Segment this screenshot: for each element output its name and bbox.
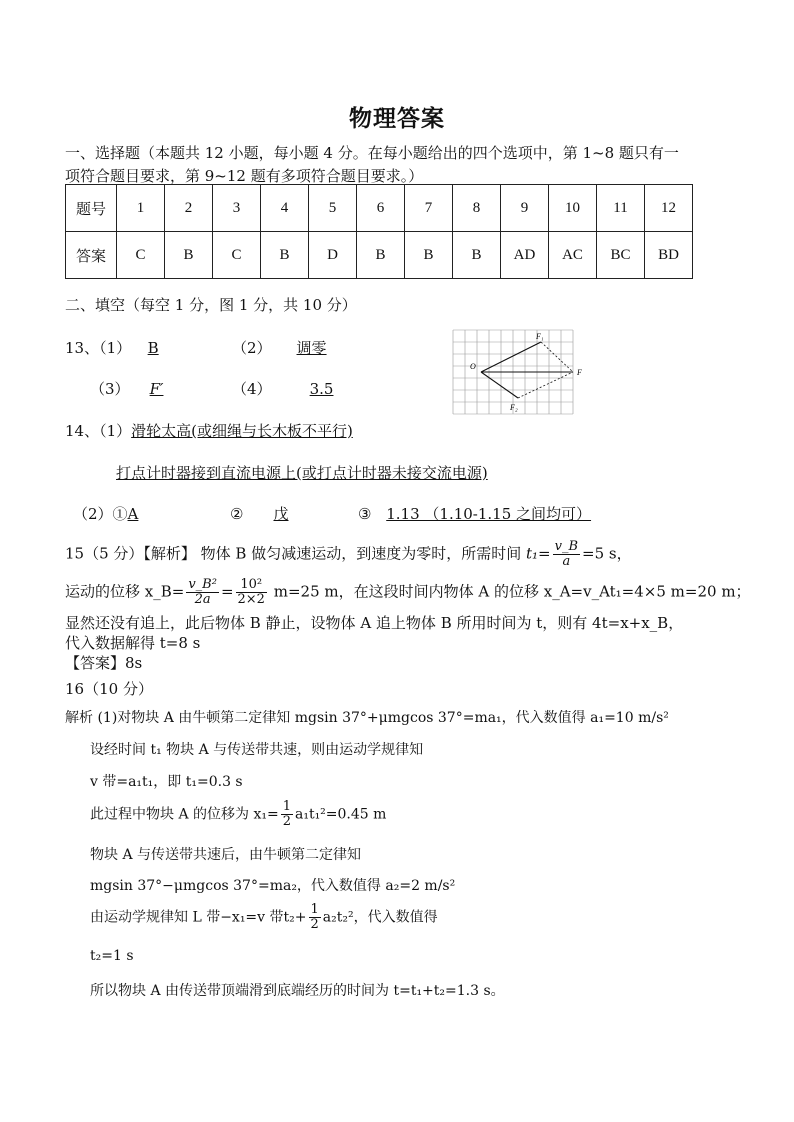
q15-t1-fraction (553, 540, 580, 569)
q15-line2-lead: 运动的位移 x_B= (65, 582, 185, 601)
q16-line3: v 带=a₁t₁，即 t₁=0.3 s (90, 774, 243, 790)
table-cell: B (165, 232, 213, 279)
table-cell: B (453, 232, 501, 279)
q13-line1 (65, 337, 175, 358)
table-cell: 8 (453, 185, 501, 232)
q16-line5: 物块 A 与传送带共速后，由牛顿第二定律知 (90, 847, 362, 863)
q15-line3: 显然还没有追上，此后物体 B 静止，设物体 A 追上物体 B 所用时间为 t，则有 4t=x+x_B， (65, 614, 684, 632)
q16-line7 (90, 903, 438, 932)
q13-prefix-2: （2） (232, 339, 272, 357)
section1-line1: 一、选择题（本题共 12 小题，每小题 4 分。在每小题给出的四个选项中，第 1~8 题只有一 (65, 144, 679, 162)
q15-lead: 15（5 分）【解析】 物体 B 做匀减速运动，到速度为零时，所需时间 (65, 544, 522, 563)
q16-frac-half (281, 800, 293, 829)
q16-line1: 解析 (1)对物块 A 由牛顿第二定律知 mgsin 37°+μmgcos 37°=ma₁，代入数值得 a₁=10 m/s² (65, 710, 669, 726)
q16-line4-rest: a₁t₁²=0.45 m (294, 806, 387, 823)
table-cell: 1 (117, 185, 165, 232)
q15-line2-rest: m=25 m，在这段时间内物体 A 的位移 x_A=v_At₁=4×5 m=20 m； (273, 582, 751, 601)
page-title: 物理答案 (349, 105, 445, 132)
q16-line9: 所以物块 A 由传送带顶端滑到底端经历的时间为 t=t₁+t₂=1.3 s。 (90, 983, 505, 999)
q14-prefix-5: ③ (358, 505, 372, 523)
q14-answer-5: 1.13 （1.10-1.15 之间均可） (386, 505, 592, 523)
q14-item3 (358, 503, 644, 524)
q14-prefix: 14、（1） (65, 422, 132, 440)
q16-line6: mgsin 37°−μmgcos 37°=ma₂，代入数值得 a₂=2 m/s² (90, 878, 456, 894)
table-cell: B (357, 232, 405, 279)
table-cell: AC (549, 232, 597, 279)
q14-item2 (230, 503, 309, 524)
q14-answer-4: 戊 (273, 505, 289, 523)
table-row-answers (66, 232, 693, 279)
force-diagram (450, 328, 600, 416)
q13-answer-1: B (147, 339, 159, 357)
fraction-denominator: 2×2 (237, 592, 265, 607)
table-header-answer: 答案 (66, 232, 117, 279)
label-o: O (470, 362, 476, 371)
dashed-line (518, 372, 573, 398)
fraction-numerator: v_B² (188, 577, 217, 592)
fraction-numerator: 1 (310, 902, 319, 917)
q16-frac-half-2 (309, 903, 321, 932)
section1-line2: 项符合题目要求，第 9~12 题有多项符合题目要求。） (65, 167, 424, 185)
label-f1: F₁ (536, 332, 544, 341)
section2-heading: 二、填空（每空 1 分，图 1 分，共 10 分） (65, 296, 357, 314)
q14-prefix-3: ② (230, 505, 244, 523)
fraction-numerator: 10² (236, 578, 267, 593)
q13-prefix: 13、（1） (65, 339, 132, 357)
dashed-line (541, 342, 573, 372)
q13-prefix-4: （4） (232, 380, 272, 398)
q13-prefix-3: （3） (90, 380, 130, 398)
q16-heading: 16（10 分） (65, 680, 153, 698)
q14-answer-1: 滑轮太高(或细绳与长木板不平行) (131, 422, 353, 440)
answer-table (65, 184, 693, 279)
table-cell: 10 (549, 185, 597, 232)
table-cell: BD (645, 232, 693, 279)
table-cell: 11 (597, 185, 645, 232)
q13-item4 (232, 378, 372, 399)
q13-answer-3: F′ (149, 380, 164, 398)
table-cell: B (261, 232, 309, 279)
q16-line2: 设经时间 t₁ 物块 A 与传送带共速，则由运动学规律知 (90, 742, 424, 758)
table-row-numbers (66, 185, 693, 232)
table-cell: 2 (165, 185, 213, 232)
fraction-numerator: 1 (282, 799, 291, 814)
q15-line2: 运动的位移 x_B= $\frac{\text{v\_B²}}{2a}$ = $\frac{\text{10²}}{2\times 2}$ m=25 m，在这段时间内物体 A 的位移 x_A=v_At₁=4×5 m=20 m； (65, 577, 751, 607)
table-cell: C (117, 232, 165, 279)
table-cell: C (213, 232, 261, 279)
table-cell: B (405, 232, 453, 279)
table-cell: 9 (501, 185, 549, 232)
fraction-denominator: 2 (310, 917, 319, 932)
table-cell: 6 (357, 185, 405, 232)
q16-line4-lead: 此过程中物块 A 的位移为 x₁= (90, 806, 279, 823)
fraction-numerator: v_B (554, 539, 579, 554)
table-cell: 7 (405, 185, 453, 232)
q13-answer-2: 调零 (296, 339, 327, 357)
q14-line1 (65, 420, 353, 441)
force-f1-arrow (481, 342, 541, 372)
q15-frac-2 (236, 578, 267, 607)
table-cell: AD (501, 232, 549, 279)
q15-t1: t₁= (526, 544, 551, 563)
q13-item2 (232, 337, 352, 358)
table-cell: 5 (309, 185, 357, 232)
fraction-denominator: 2a (194, 592, 211, 607)
q13-item3 (90, 378, 184, 399)
table-cell: BC (597, 232, 645, 279)
q13-answer-4: 3.5 (309, 380, 334, 398)
q15-line1 (65, 540, 632, 569)
q16-line8: t₂=1 s (90, 948, 134, 964)
fraction-denominator: 2 (282, 814, 291, 829)
q15-frac-1 (186, 578, 219, 607)
q14-prefix-2: （2）① (73, 505, 128, 523)
table-cell: 4 (261, 185, 309, 232)
table-cell: 3 (213, 185, 261, 232)
q16-line4 (90, 800, 386, 829)
force-f2-arrow (481, 372, 518, 398)
q16-line7-rest: a₂t₂²，代入数值得 (322, 909, 438, 926)
table-header-number: 题号 (66, 185, 117, 232)
q14-answer-2: 打点计时器接到直流电源上(或打点计时器未接交流电源) (116, 464, 488, 482)
label-f: F (577, 368, 582, 377)
q15-t1-result: =5 s， (582, 544, 632, 563)
label-f2: F₂ (510, 403, 518, 412)
q14-answer-3: A (127, 505, 139, 523)
q15-answer: 【答案】8s (65, 654, 143, 672)
q15-line4: 代入数据解得 t=8 s (65, 634, 201, 652)
q14-line3 (73, 503, 174, 524)
fraction-denominator: a (562, 554, 571, 569)
table-cell: 12 (645, 185, 693, 232)
q16-line7-lead: 由运动学规律知 L 带−x₁=v 带t₂+ (90, 909, 307, 926)
table-cell: D (309, 232, 357, 279)
